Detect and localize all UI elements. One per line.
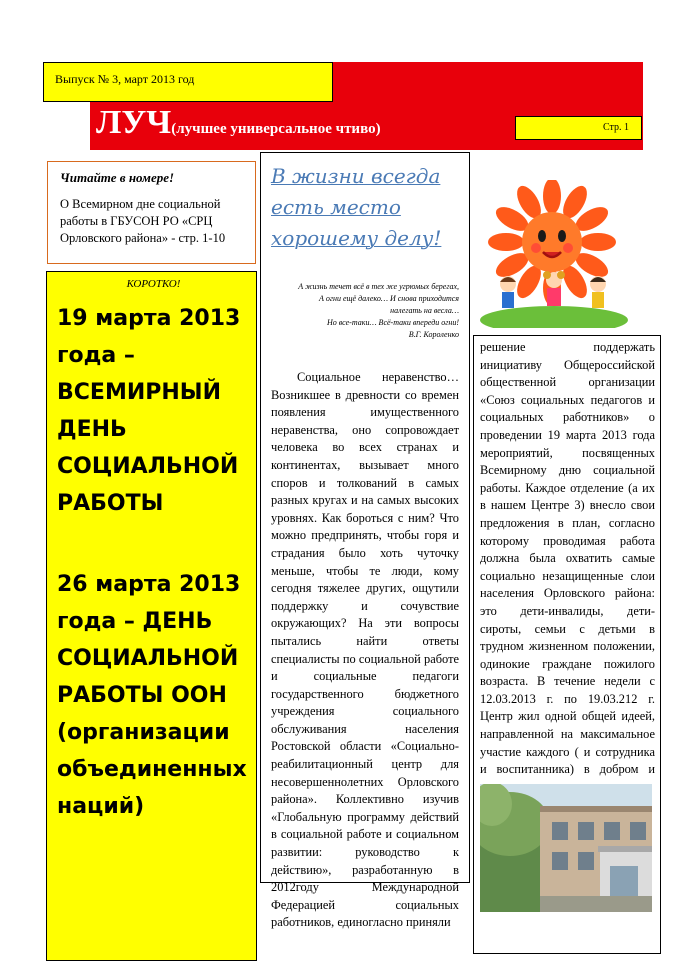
epigraph-line: Но все-таки… Всё-таки впереди огни!	[327, 318, 459, 327]
contents-heading: Читайте в номере!	[60, 170, 175, 185]
epigraph-line: А жизнь течет всё в тех же угрюмых берегах,	[298, 282, 459, 291]
contents-text: О Всемирном дне социальной работы в ГБУСОН РО «СРЦ Орловского района» - стр. 1-10	[60, 197, 226, 245]
article-epigraph	[271, 281, 459, 341]
short-line: объединенных	[57, 757, 247, 782]
short-line: наций)	[57, 794, 145, 819]
title-subtitle: (лучшее универсальное чтиво)	[171, 121, 381, 137]
short-news-item-world-day	[57, 300, 250, 522]
sun-illustration	[480, 180, 628, 328]
issue-text: Выпуск № 3, март 2013 год	[55, 72, 195, 86]
article-continuation: решение поддержать инициативу Общероссийской общественной организации «Союз социальных педагогов и социальных работников» о проведении 19 марта 2013 года мероприятий, посвященных Всемирному дню социальной работы. Каждое отделение (а их в нашем Центре 3) внесло свои предложения в план, согласно которому проводимая работа должна была охватить самые социально незащищенные слои населения Орловского района: это дети-инвалиды, дети-сироты, семьи с детьми в трудном жизненном положении, одинокие граждане пожилого возраста. В течение недели с 12.03.2013 г. по 19.03.212 г. Центр жил одной общей идеей, направленной на максимальное участие каждого ( и сотрудника и воспитанника) в добром и	[480, 340, 655, 777]
title-main: ЛУЧ	[96, 104, 172, 141]
short-news-box	[46, 271, 257, 961]
article-headline: В жизни всегда есть место хорошему делу!	[271, 164, 442, 250]
short-news-label: КОРОТКО!	[126, 278, 181, 290]
article-box	[260, 152, 470, 930]
page-number: Стр. 1	[602, 122, 629, 133]
building-photo	[480, 784, 652, 912]
short-line: года –	[57, 343, 135, 368]
sun-image	[480, 180, 628, 328]
short-line: СОЦИАЛЬНОЙ	[57, 646, 239, 671]
short-news-item-un-day	[57, 566, 250, 825]
contents-box	[47, 161, 256, 264]
page-number-box	[515, 116, 642, 140]
newspaper-title	[96, 104, 381, 148]
issue-label	[43, 62, 333, 102]
short-line: ВСЕМИРНЫЙ	[57, 380, 221, 405]
short-line: (организации	[57, 720, 230, 745]
short-line: РАБОТЫ ООН	[57, 683, 227, 708]
epigraph-author: В.Г. Короленко	[408, 330, 459, 339]
article-body: Социальное неравенство… Возникшее в древности со времен появления имущественного неравенства, оно сопровождает человека во всех странах и континентах, вызывает много споров и толкований в самых разных кругах и на самых высоких уровнях. Как бороться с ним? Что можно предпринять, чтобы горя и страдания было хоть чуточку меньше, чтобы те люди, кому сегодня тяжелее других, ощутили поддержку и сочувствие окружающих? На эти вопросы пытались найти ответы специалисты по социальной работе и социальные педагоги государственного бюджетного учреждения социального обслуживания населения Ростовской области «Социально-реабилитационный центр для несовершеннолетних Орловского района». Коллективно изучив «Глобальную программу действий в социальной работе и социальном развитии: руководство к действию», разработанную в 2012году Международной Федерацией социальных работников, единогласно приняли	[271, 370, 459, 930]
short-line: РАБОТЫ	[57, 491, 164, 516]
short-line: 26 марта 2013	[57, 572, 241, 597]
epigraph-line: А огни ещё далеко… И снова приходится	[318, 294, 459, 303]
short-line: года – ДЕНЬ	[57, 609, 213, 634]
building-image	[480, 784, 652, 912]
epigraph-line: налегать на весла…	[390, 306, 459, 315]
short-line: 19 марта 2013	[57, 306, 241, 331]
short-line: СОЦИАЛЬНОЙ	[57, 454, 239, 479]
short-line: ДЕНЬ	[57, 417, 127, 442]
